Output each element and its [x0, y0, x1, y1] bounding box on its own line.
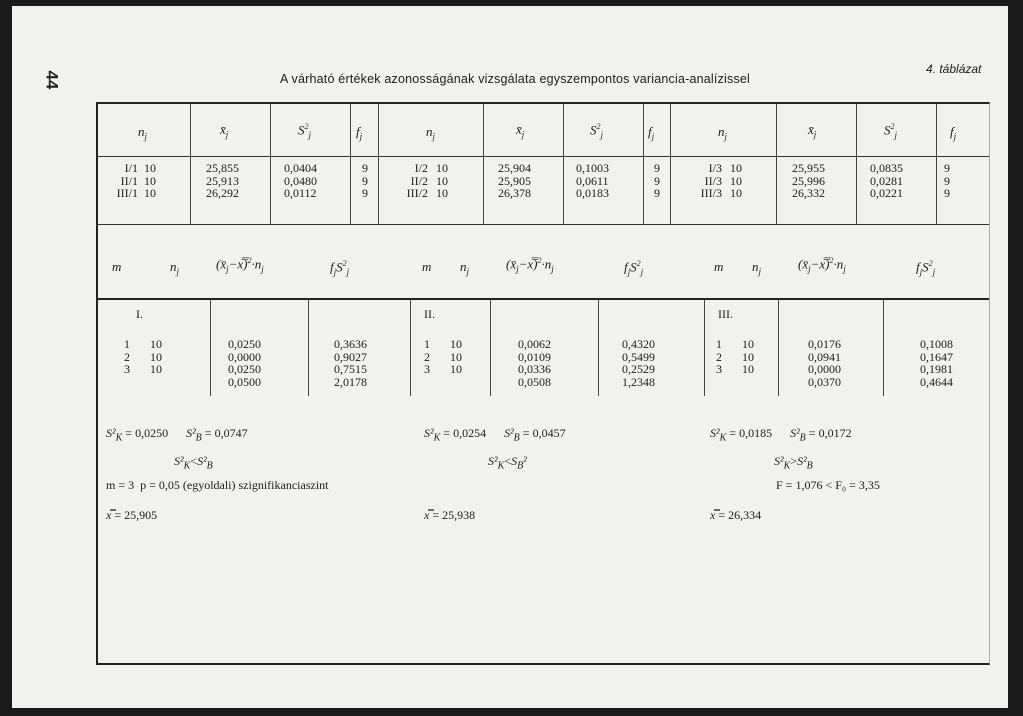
header-fjs2j: $f_jS^2_j$ [624, 259, 644, 277]
df-values: 9 9 9 [944, 161, 950, 201]
header-fj: $f_j$ [356, 124, 363, 142]
header-nj: $n_j$ [170, 259, 180, 277]
variance-values: 0,0404 0,0480 0,0112 [284, 161, 317, 201]
header-s2j: $S^2_j$ [884, 122, 898, 140]
variance-values: 0,1003 0,0611 0,0183 [576, 161, 609, 201]
header-nj: $n_j$ [718, 124, 728, 142]
row-labels: I/3 II/3 III/3 [700, 161, 722, 201]
n-values: 10 10 10 [144, 161, 156, 201]
header-fjs2j: $f_jS^2_j$ [916, 259, 936, 277]
sq-dev-values: 0,0062 0,0109 0,0336 0,0508 [518, 337, 551, 390]
variance-result: $S^2_K = 0,0185$ $S^2_B = 0,0172$ [710, 426, 852, 444]
header-nj: $n_j$ [460, 259, 470, 277]
n-values: 10 10 10 [730, 161, 742, 201]
variance-relation: $S^2_K>S^2_B$ [774, 454, 813, 472]
header-nj: $n_j$ [426, 124, 436, 142]
m-values: 1 2 3 [424, 337, 430, 377]
header-m: m [714, 259, 724, 274]
n-values: 10 10 10 [150, 337, 162, 377]
header-m: m [422, 259, 432, 274]
m-values: 1 2 3 [124, 337, 130, 377]
header-xj: $x̄_j$ [808, 122, 817, 140]
sq-dev-values: 0,0250 0,0000 0,0250 0,0500 [228, 337, 261, 390]
header-fjs2j: $f_jS^2_j$ [330, 259, 350, 277]
n-values: 10 10 10 [450, 337, 462, 377]
grand-mean: x̿ = 26,334 [710, 508, 762, 522]
grand-mean: x̿ = 25,905 [106, 508, 158, 522]
group-label: III. [718, 307, 733, 321]
header-rule-2 [98, 298, 989, 300]
group-label: I. [136, 307, 143, 321]
variance-relation: $S^2_K<S^2_B$ [174, 454, 213, 472]
df-values: 9 9 9 [362, 161, 368, 201]
table-frame [96, 102, 990, 665]
m-values: 1 2 3 [716, 337, 722, 377]
variance-relation: $S^2_K<S_B^2$ [488, 454, 527, 472]
mean-values: 25,904 25,905 26,378 [498, 161, 531, 201]
sq-dev-values: 0,0176 0,0941 0,0000 0,0370 [808, 337, 841, 390]
page-number: 44 [42, 70, 62, 90]
header-fj: $f_j$ [648, 124, 655, 142]
header-m: m [112, 259, 122, 274]
section-rule [98, 224, 989, 225]
row-labels: I/2 II/2 III/2 [406, 161, 428, 201]
group-label: II. [424, 307, 435, 321]
header-s2j: $S^2_j$ [298, 122, 312, 140]
page [12, 6, 1008, 708]
header-nj: $n_j$ [752, 259, 762, 277]
variance-result: $S^2_K = 0,0254$ $S^2_B = 0,0457$ [424, 426, 566, 444]
fs2-values: 0,3636 0,9027 0,7515 2,0178 [334, 337, 367, 390]
mean-values: 25,955 25,996 26,332 [792, 161, 825, 201]
fs2-values: 0,1008 0,1647 0,1981 0,4644 [920, 337, 953, 390]
f-test: F = 1,076 < F₀ = 3,35 [776, 478, 880, 492]
row-labels: I/1 II/1 III/1 [116, 161, 138, 201]
table-title: A várható értékek azonosságának vizsgálata egyszempontos variancia-analízissel [280, 72, 751, 86]
header-nj: $n_j$ [138, 124, 148, 142]
header-sq-dev: $(x̄_j-x̿)^2\cdot n_j$ [506, 256, 554, 274]
header-fj: $f_j$ [950, 124, 957, 142]
header-xj: $x̄_j$ [516, 122, 525, 140]
mean-values: 25,855 25,913 26,292 [206, 161, 239, 201]
variance-values: 0,0835 0,0281 0,0221 [870, 161, 903, 201]
grand-mean: x̿ = 25,938 [424, 508, 476, 522]
n-values: 10 10 10 [436, 161, 448, 201]
header-sq-dev: $(x̄_j-x̿)^2\cdot n_j$ [216, 256, 264, 274]
df-values: 9 9 9 [654, 161, 660, 201]
params-line: m = 3 p = 0,05 (egyoldali) szignifikanciaszint [106, 478, 329, 492]
variance-result: $S^2_K = 0,0250$ $S^2_B = 0,0747$ [106, 426, 248, 444]
table-reference: 4. táblázat [926, 62, 982, 76]
fs2-values: 0,4320 0,5499 0,2529 1,2348 [622, 337, 655, 390]
header-xj: $x̄_j$ [220, 122, 229, 140]
n-values: 10 10 10 [742, 337, 754, 377]
header-s2j: $S^2_j$ [590, 122, 604, 140]
header-sq-dev: $(x̄_j-x̿)^2\cdot n_j$ [798, 256, 846, 274]
